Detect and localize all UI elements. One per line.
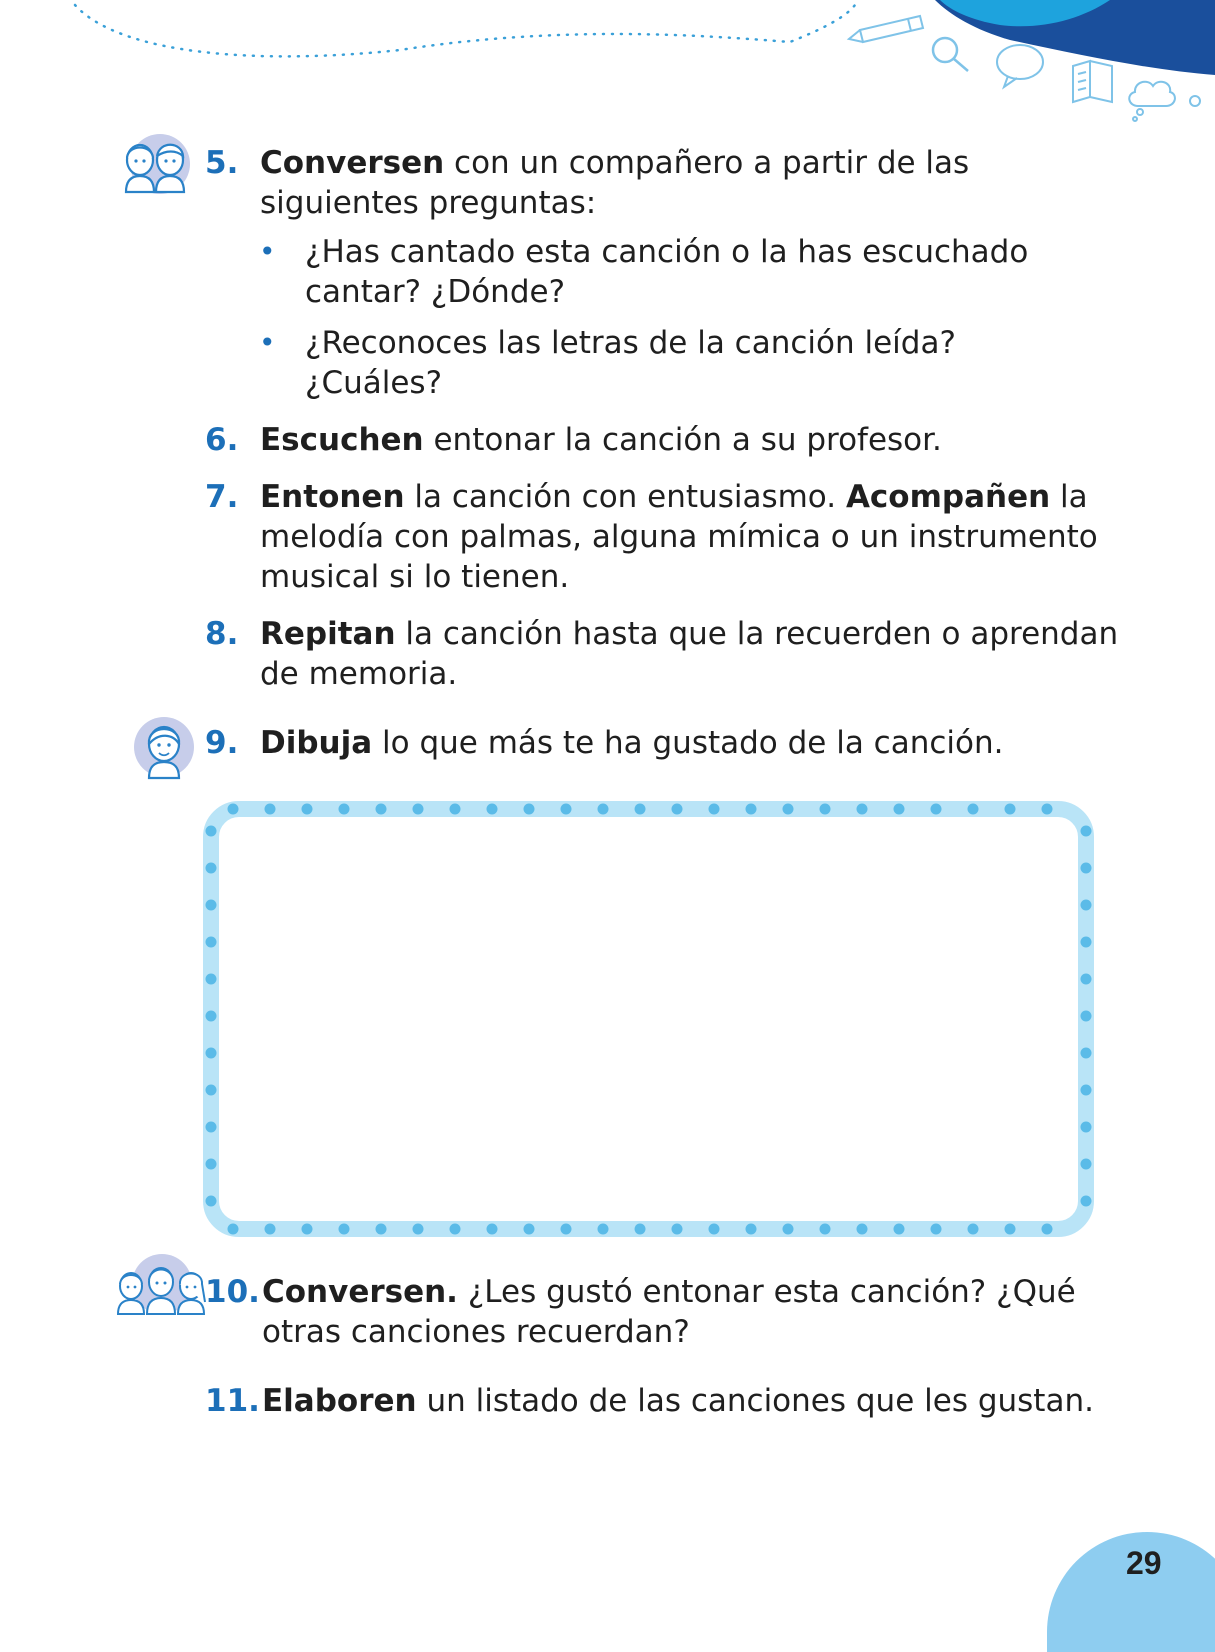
frame-dot (1081, 900, 1092, 911)
frame-dot (820, 804, 831, 815)
frame-dot (894, 804, 905, 815)
frame-dot (783, 804, 794, 815)
frame-dot (302, 1224, 313, 1235)
activity-number: 11. (205, 1383, 260, 1419)
activity-text (260, 723, 1120, 763)
activity-text (260, 477, 1120, 597)
frame-dot (1081, 1085, 1092, 1096)
activity-rest-2: la melodía con palmas, alguna mímica o un instrumento musical si lo tienen. (260, 479, 1098, 595)
frame-dot (931, 1224, 942, 1235)
frame-dot (413, 804, 424, 815)
question-text: ¿Has cantado esta canción o la has escuchado cantar? ¿Dónde? (305, 234, 1029, 310)
drawing-area[interactable] (203, 801, 1094, 1237)
frame-dot (206, 826, 217, 837)
frame-dot (302, 804, 313, 815)
frame-dot (820, 1224, 831, 1235)
frame-dot (206, 900, 217, 911)
frame-dot (376, 1224, 387, 1235)
activity-text (260, 420, 1120, 460)
frame-dot (857, 1224, 868, 1235)
frame-dot (1081, 1159, 1092, 1170)
frame-dot (524, 1224, 535, 1235)
header-decoration (0, 0, 1215, 130)
speech-bubble-icon (997, 45, 1043, 87)
activity-text (260, 143, 1120, 223)
frame-dot (1081, 974, 1092, 985)
frame-dot (228, 804, 239, 815)
activity-number: 9. (205, 725, 239, 761)
frame-dot (265, 1224, 276, 1235)
frame-dot (206, 1122, 217, 1133)
frame-dot (1042, 1224, 1053, 1235)
frame-dot (206, 1011, 217, 1022)
frame-dot (450, 1224, 461, 1235)
frame-dot (635, 804, 646, 815)
open-book-icon (1073, 61, 1112, 102)
frame-dot (339, 1224, 350, 1235)
activity-verb: Dibuja (260, 725, 373, 761)
frame-dot (339, 804, 350, 815)
frame-dot (487, 804, 498, 815)
frame-dot (1042, 804, 1053, 815)
frame-dot (524, 804, 535, 815)
page-number: 29 (1126, 1545, 1162, 1581)
activity-verb: Conversen (260, 145, 445, 181)
activity-number: 7. (205, 479, 239, 515)
activity-rest: ¿Les gustó entonar esta canción? ¿Qué otras canciones recuerdan? (262, 1274, 1076, 1350)
activity-verb: Escuchen (260, 422, 424, 458)
frame-dot (413, 1224, 424, 1235)
activity-rest: entonar la canción a su profesor. (423, 422, 942, 458)
frame-dot (672, 1224, 683, 1235)
frame-dot (561, 1224, 572, 1235)
activity-text (262, 1272, 1122, 1352)
frame-dot (206, 863, 217, 874)
frame-dot (1081, 1196, 1092, 1207)
frame-dot (598, 1224, 609, 1235)
activity-verb: Entonen (260, 479, 405, 515)
bullet-dot: • (259, 235, 276, 268)
frame-dot (206, 974, 217, 985)
activity-number: 5. (205, 145, 239, 181)
activity-verb: Conversen. (262, 1274, 458, 1310)
frame-dot (450, 804, 461, 815)
frame-dot (487, 1224, 498, 1235)
frame-dot (1005, 804, 1016, 815)
individual-work-icon (133, 714, 199, 780)
bullet-dot: • (259, 326, 276, 359)
frame-dot (206, 1048, 217, 1059)
frame-dot (746, 804, 757, 815)
frame-dot (1081, 1011, 1092, 1022)
activity-rest: la canción con entusiasmo. (404, 479, 846, 515)
frame-dot (709, 804, 720, 815)
frame-dot (206, 1196, 217, 1207)
frame-dot (635, 1224, 646, 1235)
frame-dot (561, 804, 572, 815)
frame-dot (746, 1224, 757, 1235)
activity-verb: Repitan (260, 616, 396, 652)
magnifier-icon (933, 38, 968, 71)
activity-number: 6. (205, 422, 239, 458)
frame-dot (857, 804, 868, 815)
activity-verb-2: Acompañen (845, 479, 1051, 515)
thought-cloud-icon (1129, 82, 1200, 121)
frame-dot (1081, 863, 1092, 874)
frame-dot (1005, 1224, 1016, 1235)
activity-rest: un listado de las canciones que les gustan. (416, 1383, 1094, 1419)
frame-dot (1081, 826, 1092, 837)
frame-dot (598, 804, 609, 815)
pencil-icon (849, 16, 923, 42)
activity-number: 10. (205, 1274, 260, 1310)
group-work-icon (115, 1252, 207, 1318)
activity-rest: la canción hasta que la recuerden o aprendan de memoria. (260, 616, 1119, 692)
question-text: ¿Reconoces las letras de la canción leída? ¿Cuáles? (305, 325, 956, 401)
activity-rest: lo que más te ha gustado de la canción. (372, 725, 1004, 761)
frame-dot (894, 1224, 905, 1235)
frame-dot (709, 1224, 720, 1235)
frame-dot (783, 1224, 794, 1235)
frame-dot (206, 937, 217, 948)
frame-dot (672, 804, 683, 815)
frame-dot (968, 1224, 979, 1235)
frame-dot (1081, 1048, 1092, 1059)
frame-dot (376, 804, 387, 815)
frame-dot (265, 804, 276, 815)
frame-dot (228, 1224, 239, 1235)
activity-text (262, 1381, 1122, 1421)
activity-verb: Elaboren (262, 1383, 417, 1419)
frame-dot (206, 1159, 217, 1170)
frame-dot (1081, 937, 1092, 948)
frame-dot (206, 1085, 217, 1096)
pair-work-icon (118, 130, 198, 202)
frame-dot (931, 804, 942, 815)
activity-rest: con un compañero a partir de las siguientes preguntas: (260, 145, 970, 221)
frame-dot (968, 804, 979, 815)
frame-dot (1081, 1122, 1092, 1133)
activity-text (260, 614, 1120, 694)
activity-number: 8. (205, 616, 239, 652)
